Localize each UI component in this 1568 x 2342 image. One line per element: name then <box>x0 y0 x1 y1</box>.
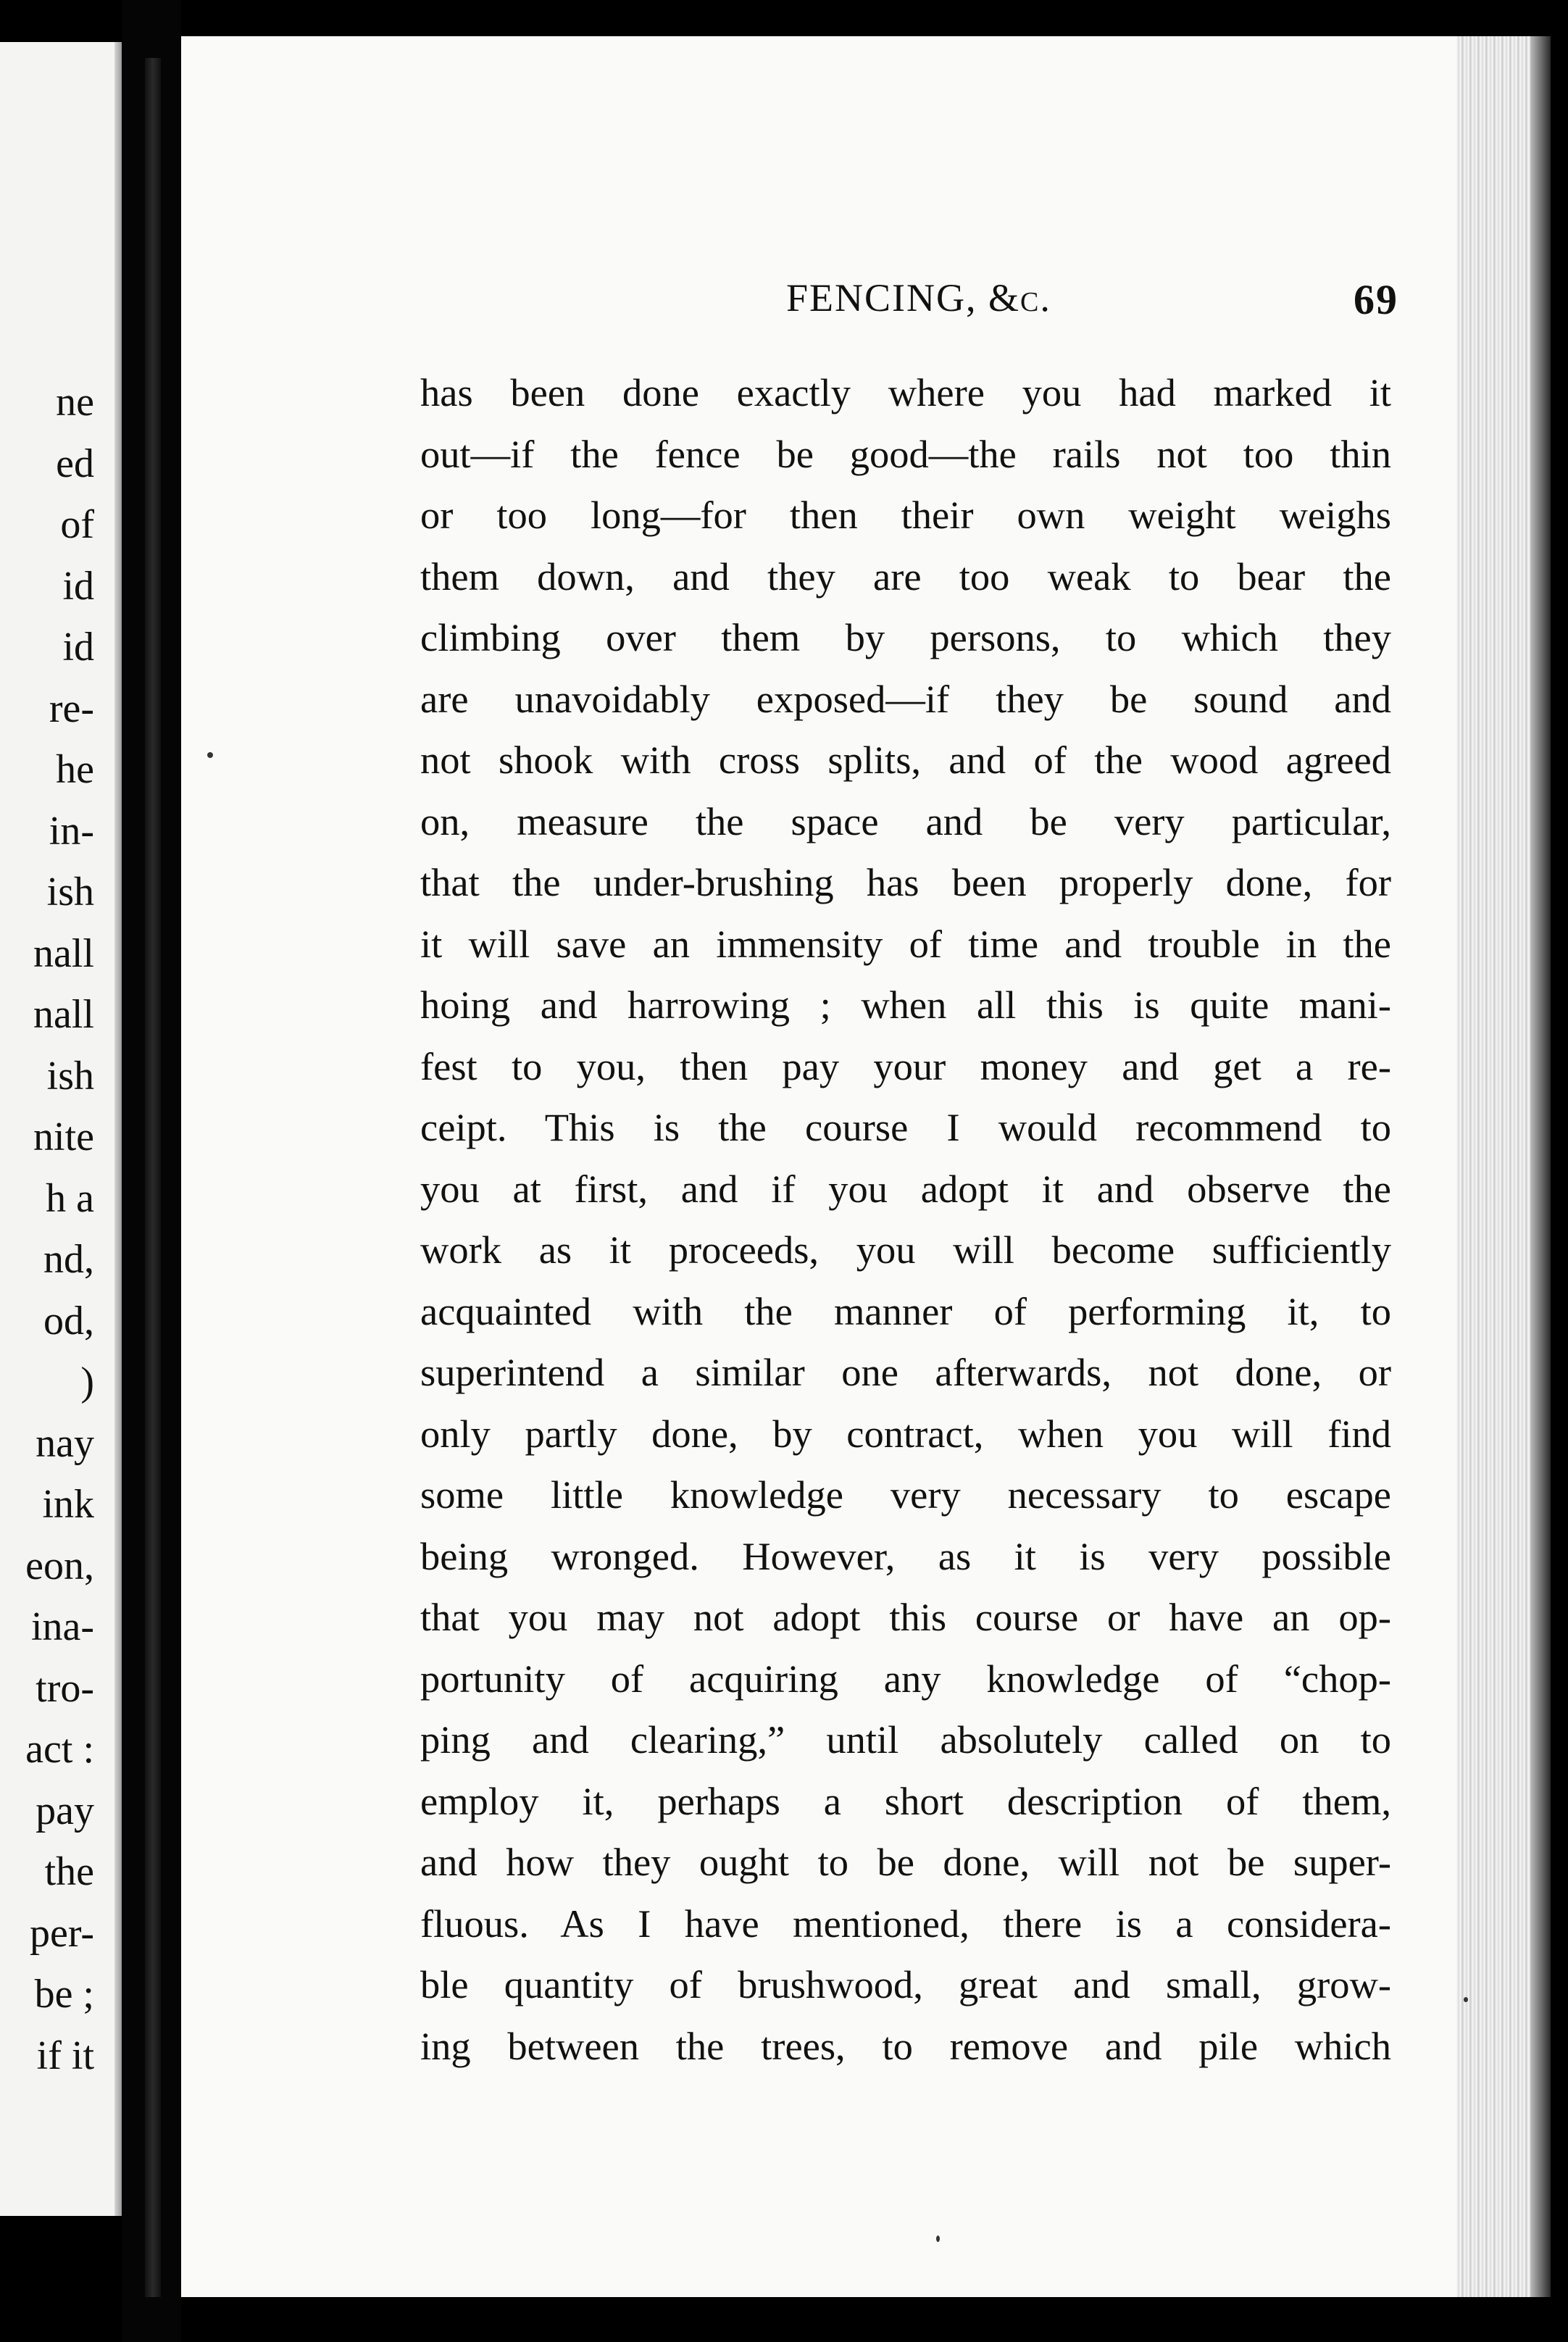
left-fragment: eon, <box>25 1543 94 1588</box>
page-number: 69 <box>1354 276 1398 323</box>
left-fragment: ink <box>42 1482 94 1527</box>
text-line: you at first, and if you adopt it and observe the <box>420 1166 1391 1211</box>
left-fragment: of <box>60 502 94 547</box>
text-line: ping and clearing,” until absolutely called on to <box>420 1717 1391 1762</box>
left-fragment: nd, <box>43 1237 94 1282</box>
text-line: superintend a similar one afterwards, not done, or <box>420 1350 1391 1394</box>
left-fragment: tro- <box>36 1665 94 1711</box>
left-fragment: nall <box>33 992 94 1037</box>
left-fragment: he <box>56 747 94 792</box>
page-header <box>580 275 1398 333</box>
body-text <box>420 362 1391 2077</box>
left-fragment: id <box>62 625 94 670</box>
left-fragment: nall <box>33 930 94 976</box>
ink-speck <box>936 2235 940 2242</box>
text-line: ing between the trees, to remove and pile which <box>420 2023 1391 2068</box>
left-fragment: ish <box>46 1053 94 1099</box>
left-fragment: od, <box>43 1298 94 1343</box>
left-fragment: nay <box>36 1420 94 1466</box>
left-fragment: be ; <box>34 1972 94 2017</box>
text-line: has been done exactly where you had marked it <box>420 370 1391 414</box>
text-line: on, measure the space and be very particular, <box>420 799 1391 843</box>
running-head: FENCING, &c. <box>786 276 1051 320</box>
left-page <box>0 42 122 2216</box>
left-page-text <box>0 372 94 2086</box>
text-line: climbing over them by persons, to which they <box>420 615 1391 659</box>
text-line: are unavoidably exposed—if they be sound and <box>420 676 1391 721</box>
text-line: only partly done, by contract, when you will find <box>420 1411 1391 1456</box>
left-fragment: re- <box>49 685 94 731</box>
text-line: out—if the fence be good—the rails not too thin <box>420 431 1391 476</box>
text-line: it will save an immensity of time and trouble in the <box>420 921 1391 966</box>
text-line: fest to you, then pay your money and get a re- <box>420 1043 1391 1088</box>
left-fragment: nite <box>33 1114 94 1159</box>
text-line: ceipt. This is the course I would recommend to <box>420 1105 1391 1149</box>
left-fragment: ed <box>56 441 94 486</box>
left-fragment: in- <box>49 808 94 854</box>
left-fragment: pay <box>36 1788 94 1833</box>
right-page <box>181 36 1551 2297</box>
left-fragment: id <box>62 563 94 609</box>
text-line: or too long—for then their own weight weighs <box>420 493 1391 537</box>
ink-speck <box>207 752 213 758</box>
page-stack-shadow <box>1530 36 1551 2297</box>
left-fragment: h a <box>46 1175 94 1221</box>
text-line: them down, and they are too weak to bear the <box>420 554 1391 599</box>
gutter-shadow <box>145 58 161 2297</box>
left-page-edge <box>114 42 122 2216</box>
text-line: some little knowledge very necessary to escape <box>420 1472 1391 1517</box>
left-fragment: if it <box>36 2033 94 2078</box>
text-line: acquainted with the manner of performing it, to <box>420 1288 1391 1333</box>
text-line: that you may not adopt this course or have an op- <box>420 1595 1391 1639</box>
left-fragment: ish <box>46 870 94 914</box>
text-line: and how they ought to be done, will not be super- <box>420 1840 1391 1884</box>
text-line: hoing and harrowing ; when all this is quite mani- <box>420 983 1391 1027</box>
left-fragment: ne <box>56 380 94 425</box>
left-fragment: ) <box>80 1359 94 1404</box>
left-fragment: the <box>44 1849 94 1894</box>
text-line: portunity of acquiring any knowledge of “chop- <box>420 1656 1391 1701</box>
left-fragment: ina- <box>30 1604 94 1649</box>
text-line: work as it proceeds, you will become sufficiently <box>420 1228 1391 1272</box>
text-line: employ it, perhaps a short description of them, <box>420 1778 1391 1823</box>
text-line: ble quantity of brushwood, great and small, grow- <box>420 1962 1391 2006</box>
ink-speck <box>1464 1997 1468 2002</box>
text-line: not shook with cross splits, and of the wood agreed <box>420 738 1391 782</box>
left-fragment: per- <box>29 1910 94 1956</box>
text-line: that the under-brushing has been properly done, for <box>420 860 1391 904</box>
text-line: fluous. As I have mentioned, there is a considera- <box>420 1901 1391 1946</box>
left-fragment: act : <box>25 1727 94 1772</box>
text-line: being wronged. However, as it is very possible <box>420 1533 1391 1578</box>
